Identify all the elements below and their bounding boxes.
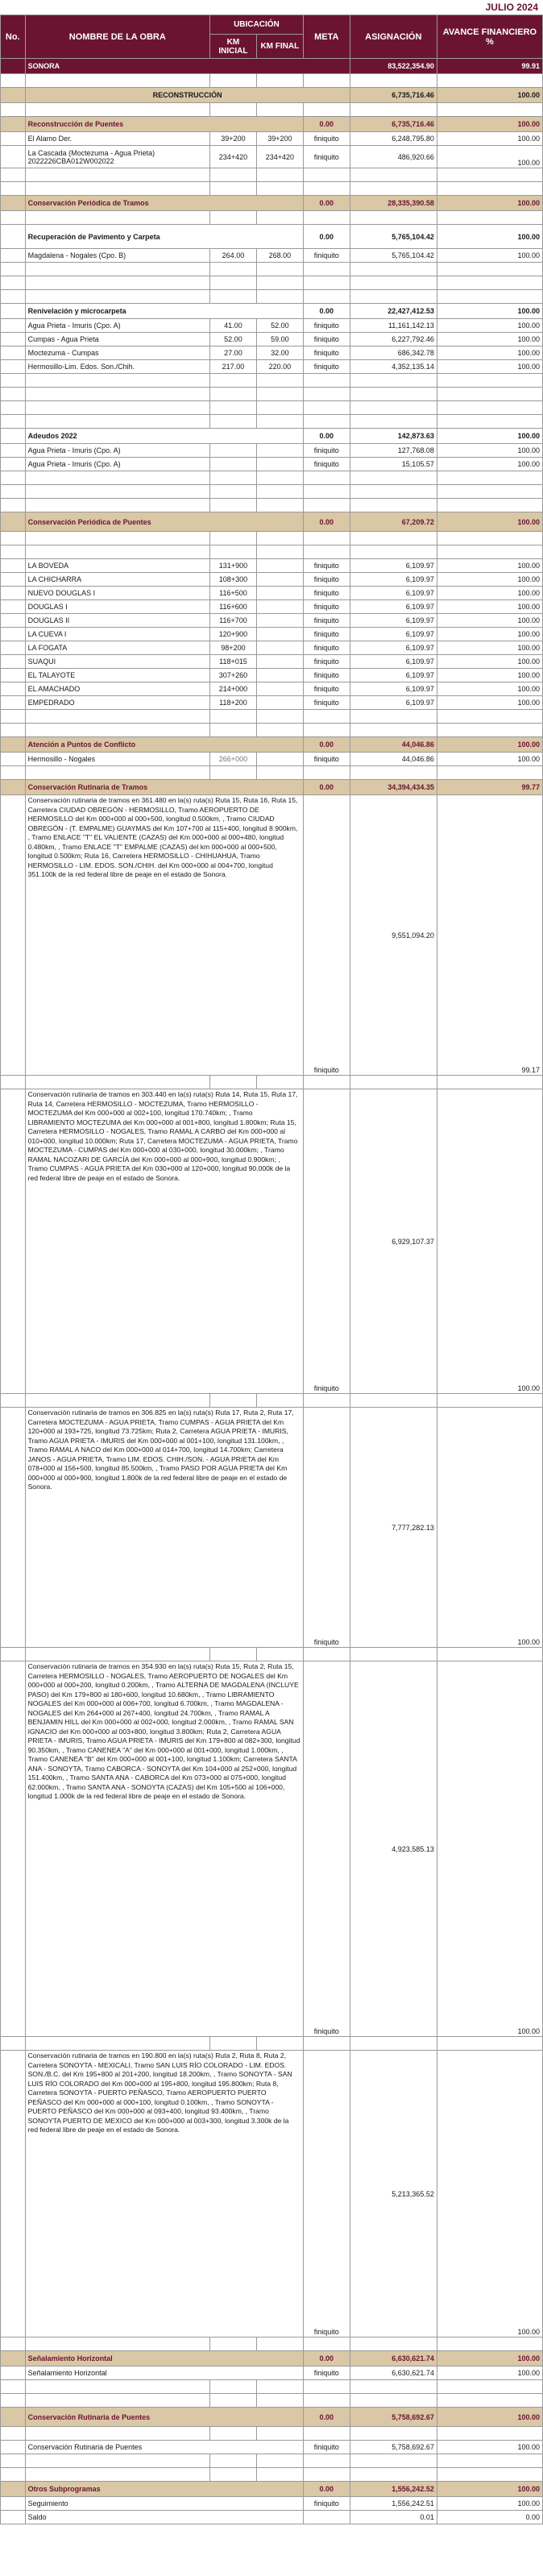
section-asignacion: 1,556,242.52 [350, 2482, 437, 2497]
table-row [1, 696, 543, 710]
item-name: Hermosillo - Nogales [25, 753, 209, 766]
item-asignacion: 6,248,795.80 [350, 132, 437, 146]
item-name: Seguimiento [25, 2497, 303, 2511]
item-meta: finiquito [303, 669, 350, 682]
item-km-inicial: 307+260 [210, 669, 257, 682]
section-meta: 0.00 [303, 2408, 350, 2427]
table-row [1, 795, 543, 1076]
item-avance: 100.00 [437, 146, 542, 168]
col-meta: META [303, 15, 350, 59]
section-avance: 100.00 [437, 512, 542, 532]
item-asignacion: 6,109.97 [350, 559, 437, 573]
item-avance: 100.00 [437, 628, 542, 641]
item-asignacion: 6,109.97 [350, 573, 437, 587]
table-row [1, 600, 543, 614]
table-row [1, 2051, 543, 2337]
item-avance: 100.00 [437, 696, 542, 710]
item-asignacion: 15,105.57 [350, 458, 437, 471]
item-avance: 100.00 [437, 249, 542, 263]
section-asignacion: 34,394,434.35 [350, 780, 437, 795]
item-asignacion: 5,765,104.42 [350, 249, 437, 263]
section-row [1, 2482, 543, 2497]
item-km-inicial: 108+300 [210, 573, 257, 587]
item-name: Agua Prieta - Imuris (Cpo. A) [25, 458, 209, 471]
section-meta: 0.00 [303, 2482, 350, 2497]
item-meta [303, 2511, 350, 2524]
item-meta: finiquito [303, 346, 350, 360]
item-km-inicial: 234+420 [210, 146, 257, 168]
item-meta: finiquito [303, 614, 350, 628]
table-row [1, 319, 543, 333]
item-meta: finiquito [303, 360, 350, 374]
col-asignacion: ASIGNACIÓN [350, 15, 437, 59]
col-km-inicial: KM INICIAL [210, 35, 257, 59]
item-km-inicial: 52.00 [210, 333, 257, 346]
item-meta: finiquito [303, 600, 350, 614]
item-asignacion: 0.01 [350, 2511, 437, 2524]
item-asignacion: 6,109.97 [350, 614, 437, 628]
section-title: Otros Subprogramas [25, 2482, 303, 2497]
item-km-inicial: 214+000 [210, 682, 257, 696]
table-row [1, 146, 543, 168]
item-km-final [256, 444, 303, 458]
section-avance: 100.00 [437, 2351, 542, 2367]
item-meta: finiquito [303, 458, 350, 471]
item-name: La Cascada (Moctezuma - Agua Prieta) 2022226CBA012W002022 [25, 146, 209, 168]
item-avance: 100.00 [437, 319, 542, 333]
state-asignacion: 83,522,354.90 [350, 59, 437, 74]
item-meta: finiquito [303, 132, 350, 146]
item-asignacion: 4,923,585.13 [350, 1661, 437, 2037]
section-row [1, 196, 543, 211]
item-meta: finiquito [303, 795, 350, 1076]
item-asignacion: 6,630,621.74 [350, 2367, 437, 2380]
section-meta: 0.00 [303, 2351, 350, 2367]
group-title: Recuperación de Pavimento y Carpeta [25, 225, 303, 249]
section-title: Reconstrucción de Puentes [25, 117, 303, 132]
item-name: LA CHICHARRA [25, 573, 209, 587]
item-asignacion: 6,227,792.46 [350, 333, 437, 346]
program-title: RECONSTRUCCIÓN [25, 88, 350, 103]
item-name: SUAQUI [25, 655, 209, 669]
item-avance: 100.00 [437, 458, 542, 471]
item-description: Conservación rutinaria de tramos en 190.800 en la(s) ruta(s) Ruta 2, Ruta 8, Ruta 2, Carretera SONOYTA - MEXICALI, Tramo SAN LUIS RÍO COLORADO - LIM. EDOS. SON./B.C. del Km 195+800 al 201+200, longitud 18.200km, , Tramo SONOYTA - SAN LUIS RÍO COLORADO del Km 000+000 al 195+800, longitud 195.800km; Ruta 8, Carretera SONOYTA - PUERTO PEÑASCO, Tramo AEROPUERTO PUERTO PEÑASCO del Km 000+000 al 000+100, longitud 0.100km, , Tramo SONOYTA - PUERTO PEÑASCO del Km 000+000 al 093+400, longitud 93.400km, , Tramo SONOYTA PUERTO DE MEXICO del Km 000+000 al 003+300, longitud 3.300k de la red federal libre de peaje en el estado de Sonora. [25, 2051, 303, 2337]
item-avance: 100.00 [437, 753, 542, 766]
table-row [1, 682, 543, 696]
item-meta: finiquito [303, 2367, 350, 2380]
item-meta: finiquito [303, 655, 350, 669]
group-row [1, 225, 543, 249]
item-avance: 100.00 [437, 682, 542, 696]
section-avance: 100.00 [437, 2482, 542, 2497]
table-row [1, 1408, 543, 1648]
item-km-final: 32.00 [256, 346, 303, 360]
item-name: EMPEDRADO [25, 696, 209, 710]
item-meta: finiquito [303, 249, 350, 263]
item-asignacion: 486,920.66 [350, 146, 437, 168]
item-asignacion: 6,929,107.37 [350, 1089, 437, 1394]
table-row [1, 669, 543, 682]
item-km-inicial: 131+900 [210, 559, 257, 573]
item-avance: 100.00 [437, 655, 542, 669]
group-avance: 100.00 [437, 225, 542, 249]
program-avance: 100.00 [437, 88, 542, 103]
report-month: JULIO 2024 [485, 2, 538, 13]
item-km-final: 268.00 [256, 249, 303, 263]
item-asignacion: 6,109.97 [350, 696, 437, 710]
section-meta: 0.00 [303, 117, 350, 132]
item-name: LA FOGATA [25, 641, 209, 655]
item-km-inicial: 120+900 [210, 628, 257, 641]
item-km-inicial: 118+200 [210, 696, 257, 710]
item-asignacion: 6,109.97 [350, 641, 437, 655]
program-row-reconstruccion [1, 88, 543, 103]
item-name: DOUGLAS II [25, 614, 209, 628]
section-row [1, 2408, 543, 2427]
item-meta: finiquito [303, 444, 350, 458]
state-name: SONORA [25, 59, 350, 74]
item-name: EL TALAYOTE [25, 669, 209, 682]
item-avance: 100.00 [437, 2441, 542, 2454]
item-meta: finiquito [303, 1408, 350, 1648]
item-name: LA CUEVA I [25, 628, 209, 641]
item-name: Señalamiento Horizontal [25, 2367, 303, 2380]
group-row [1, 429, 543, 444]
item-avance: 100.00 [437, 587, 542, 600]
table-row [1, 360, 543, 374]
item-km-inicial: 116+600 [210, 600, 257, 614]
item-asignacion: 686,342.78 [350, 346, 437, 360]
group-avance: 100.00 [437, 429, 542, 444]
table-row [1, 2367, 543, 2380]
item-asignacion: 6,109.97 [350, 587, 437, 600]
item-meta: finiquito [303, 696, 350, 710]
table-row [1, 587, 543, 600]
item-asignacion: 6,109.97 [350, 669, 437, 682]
item-avance: 99.17 [437, 795, 542, 1076]
section-avance: 100.00 [437, 196, 542, 211]
group-title: Adeudos 2022 [25, 429, 303, 444]
item-description: Conservación rutinaria de tramos en 306.825 en la(s) ruta(s) Ruta 17, Ruta 2, Ruta 17, Carretera MOCTEZUMA - AGUA PRIETA, Tramo CUMPAS - AGUA PRIETA del Km 120+000 al 193+725, longitud 73.725km; Ruta 2, Carretera AGUA PRIETA - IMURIS, Tramo AGUA PRIETA - IMURIS del Km 000+000 al 001+100, longitud 131.100km, , Tramo RAMAL A NACO del Km 000+000 al 014+700, longitud 14.700km; Carretera JANOS - AGUA PRIETA, Tramo LIM. EDOS. CHIH./SON. - AGUA PRIETA del Km 078+000 al 156+500, longitud 85.500km, , Tramo PASO POR AGUA PRIETA del Km 000+000 al 000+900, longitud 1.800k de la red federal libre de peaje en el estado de Sonora. [25, 1408, 303, 1648]
item-description: Conservación rutinaria de tramos en 354.930 en la(s) ruta(s) Ruta 15, Ruta 2, Ruta 15, Carretera HERMOSILLO - NOGALES, Tramo AEROPUERTO DE NOGALES del Km 000+000 al 000+200, longitud 0.200km, , Tramo ALTERNA DE MAGDALENA (INCLUYE PASO) del Km 179+800 al 180+600, longitud 10.680km, , Tramo LIBRAMIENTO NOGALES del Km 000+000 al 006+700, longitud 6.700km, , Tramo MAGDALENA - NOGALES del Km 264+000 al 267+400, longitud 24.700km, , Tramo RAMAL A BENJAMIN HILL del Km 000+000 al 002+000, longitud 2.000km, , Tramo RAMAL SAN IGNACIO del Km 000+000 al 003+800, longitud 3.800km; Ruta 2, Carretera AGUA PRIETA - IMURIS, Tramo AGUA PRIETA - IMURIS del Km 179+800 al 082+300, longitud 90.350km, , Tramo CANENEA "A" del Km 000+000 al 001+000, longitud 1.000km, , Tramo CANENEA "B" del Km 000+000 al 001+100, longitud 1.100km; Carretera SANTA ANA - SONOYTA, Tramo CABORCA - SONOYTA del Km 104+000 al 252+000, longitud 151.400km, , Tramo SANTA ANA - CABORCA del Km 073+000 al 075+000, longitud 62.000km, , Tramo SANTA ANA - SONOYTA (CAZAS) del Km 105+500 al 106+000, longitud 1.000k de la red federal libre de peaje en el estado de Sonora. [25, 1661, 303, 2037]
item-km-inicial: 118+015 [210, 655, 257, 669]
section-row [1, 117, 543, 132]
group-row [1, 304, 543, 319]
item-asignacion: 6,109.97 [350, 628, 437, 641]
item-km-inicial: 98+200 [210, 641, 257, 655]
item-name: Moctezuma - Cumpas [25, 346, 209, 360]
item-name: DOUGLAS I [25, 600, 209, 614]
item-name: LA BOVEDA [25, 559, 209, 573]
item-meta: finiquito [303, 319, 350, 333]
item-km-inicial: 39+200 [210, 132, 257, 146]
item-meta: finiquito [303, 2497, 350, 2511]
table-row [1, 1089, 543, 1394]
section-avance: 100.00 [437, 117, 542, 132]
section-asignacion: 67,209.72 [350, 512, 437, 532]
item-meta: finiquito [303, 573, 350, 587]
item-avance: 100.00 [437, 360, 542, 374]
table-row [1, 2497, 543, 2511]
item-avance: 100.00 [437, 1661, 542, 2037]
table-row [1, 2511, 543, 2524]
group-asignacion: 22,427,412.53 [350, 304, 437, 319]
item-avance: 100.00 [437, 2497, 542, 2511]
table-row [1, 132, 543, 146]
group-meta: 0.00 [303, 429, 350, 444]
item-avance: 100.00 [437, 559, 542, 573]
item-meta: finiquito [303, 641, 350, 655]
item-description: Conservación rutinaria de tramos en 303.440 en la(s) ruta(s) Ruta 14, Ruta 15, Ruta 17, Ruta 14, Carretera HERMOSILLO - MOCTEZUMA, Tramo HERMOSILLO - MOCTEZUMA del Km 000+000 al 002+100, longitud 170.740km; , Tramo LIBRAMIENTO MOCTEZUMA del Km 000+000 al 001+800, longitud 1.800km; Ruta 15, Carretera HERMOSILLO - NOGALES, Tramo RAMAL A CARBO del Km 000+000 al 010+000, longitud 10.000km; Ruta 17, Carretera MOCTEZUMA - AGUA PRIETA, Tramo MOCTEZUMA - CUMPAS del Km 000+000 al 030+000, longitud 30.000km; , Tramo RAMAL NACOZARI DE GARCÍA del Km 000+000 al 000+900, longitud 0.900km; , Tramo CUMPAS - AGUA PRIETA del Km 030+000 al 120+000, longitud 90.000k de la red federal libre de peaje en el estado de Sonora. [25, 1089, 303, 1394]
item-meta: finiquito [303, 1661, 350, 2037]
item-km-final: 59.00 [256, 333, 303, 346]
item-asignacion: 44,046.86 [350, 753, 437, 766]
table-row [1, 1661, 543, 2037]
item-meta: finiquito [303, 1089, 350, 1394]
item-name: Saldo [25, 2511, 303, 2524]
group-asignacion: 142,873.63 [350, 429, 437, 444]
col-km-final: KM FINAL [256, 35, 303, 59]
item-name: Conservación Rutinaria de Puentes [25, 2441, 303, 2454]
section-row [1, 512, 543, 532]
section-row [1, 780, 543, 795]
item-name: El Alamo Der. [25, 132, 209, 146]
item-asignacion: 7,777,282.13 [350, 1408, 437, 1648]
item-name: Magdalena - Nogales (Cpo. B) [25, 249, 209, 263]
item-km-inicial: 266+000 [210, 753, 257, 766]
section-meta: 0.00 [303, 512, 350, 532]
item-asignacion: 1,556,242.51 [350, 2497, 437, 2511]
section-avance: 100.00 [437, 2408, 542, 2427]
section-avance: 100.00 [437, 737, 542, 753]
section-row [1, 737, 543, 753]
section-title: Atención a Puntos de Conflicto [25, 737, 303, 753]
item-avance: 100.00 [437, 132, 542, 146]
item-name: NUEVO DOUGLAS I [25, 587, 209, 600]
table-row [1, 753, 543, 766]
item-name: EL AMACHADO [25, 682, 209, 696]
item-avance: 0.00 [437, 2511, 542, 2524]
table-row [1, 333, 543, 346]
section-asignacion: 44,046.86 [350, 737, 437, 753]
item-km-final [256, 458, 303, 471]
group-title: Renivelación y microcarpeta [25, 304, 303, 319]
item-meta: finiquito [303, 146, 350, 168]
section-title: Señalamiento Horizontal [25, 2351, 303, 2367]
item-km-inicial: 217.00 [210, 360, 257, 374]
item-avance: 100.00 [437, 669, 542, 682]
table-row [1, 2441, 543, 2454]
item-description: Conservación rutinaria de tramos en 361.480 en la(s) ruta(s) Ruta 15, Ruta 16, Ruta 15, Carretera CIUDAD OBREGÓN - HERMOSILLO, Tramo AEROPUERTO DE HERMOSILLO del Km 000+000 al 000+500, longitud 0.500km, , Tramo CIUDAD OBREGÓN - (T. EMPALME) GUAYMAS del Km 107+700 al 115+400, longitud 8.900km, , Tramo ENLACE "T" EL VALIENTE (CAZAS) del Km 000+000 al 000+480, longitud 0.480km, , Tramo ENLACE "T" EMPALME (CAZAS) del km 000+000 al 000+500, longitud 0.500km; Ruta 16, Carretera HERMOSILLO - CHIHUAHUA, Tramo HERMOSILLO - LIM. EDOS. SON./CHIH. del Km 000+000 al 004+700, longitud 351.100k de la red federal libre de peaje en el estado de Sonora. [25, 795, 303, 1076]
table-row [1, 249, 543, 263]
section-asignacion: 6,630,621.74 [350, 2351, 437, 2367]
item-km-inicial: 41.00 [210, 319, 257, 333]
item-km-final: 220.00 [256, 360, 303, 374]
item-meta: finiquito [303, 682, 350, 696]
item-avance: 100.00 [437, 2367, 542, 2380]
works-table [0, 15, 543, 2524]
section-title: Conservación Periódica de Tramos [25, 196, 303, 211]
col-ubicacion: UBICACIÓN [210, 15, 304, 35]
item-meta: finiquito [303, 753, 350, 766]
item-asignacion: 5,213,365.52 [350, 2051, 437, 2337]
table-row [1, 573, 543, 587]
item-avance: 100.00 [437, 573, 542, 587]
item-avance: 100.00 [437, 614, 542, 628]
item-avance: 100.00 [437, 1089, 542, 1394]
item-km-inicial: 27.00 [210, 346, 257, 360]
table-row [1, 444, 543, 458]
item-avance: 100.00 [437, 641, 542, 655]
col-no: No. [1, 15, 26, 59]
group-asignacion: 5,765,104.42 [350, 225, 437, 249]
group-meta: 0.00 [303, 304, 350, 319]
item-name: Hermosillo-Lim. Edos. Son./Chih. [25, 360, 209, 374]
table-row [1, 628, 543, 641]
table-row [1, 641, 543, 655]
puentes-list [1, 559, 543, 710]
item-asignacion: 9,551,094.20 [350, 795, 437, 1076]
program-asignacion: 6,735,716.46 [350, 88, 437, 103]
section-meta: 0.00 [303, 196, 350, 211]
item-km-final: 39+200 [256, 132, 303, 146]
table-row [1, 614, 543, 628]
item-asignacion: 127,768.08 [350, 444, 437, 458]
col-name: NOMBRE DE LA OBRA [25, 15, 209, 59]
table-header [1, 15, 543, 59]
item-name: Agua Prieta - Imuris (Cpo. A) [25, 319, 209, 333]
item-meta: finiquito [303, 333, 350, 346]
item-asignacion: 6,109.97 [350, 600, 437, 614]
item-meta: finiquito [303, 628, 350, 641]
section-asignacion: 6,735,716.46 [350, 117, 437, 132]
group-meta: 0.00 [303, 225, 350, 249]
col-avance: AVANCE FINANCIERO % [437, 15, 542, 59]
section-asignacion: 5,758,692.67 [350, 2408, 437, 2427]
item-km-inicial [210, 458, 257, 471]
section-avance: 99.77 [437, 780, 542, 795]
item-asignacion: 5,758,692.67 [350, 2441, 437, 2454]
table-row [1, 655, 543, 669]
item-km-inicial: 264.00 [210, 249, 257, 263]
table-row [1, 458, 543, 471]
item-meta: finiquito [303, 559, 350, 573]
item-asignacion: 4,352,135.14 [350, 360, 437, 374]
item-meta: finiquito [303, 2051, 350, 2337]
item-avance: 100.00 [437, 600, 542, 614]
table-row [1, 559, 543, 573]
item-km-final: 234+420 [256, 146, 303, 168]
item-km-final: 52.00 [256, 319, 303, 333]
item-avance: 100.00 [437, 2051, 542, 2337]
section-title: Conservación Rutinaria de Tramos [25, 780, 303, 795]
item-meta: finiquito [303, 2441, 350, 2454]
section-asignacion: 28,335,390.58 [350, 196, 437, 211]
item-asignacion: 11,161,142.13 [350, 319, 437, 333]
section-title: Conservación Periódica de Puentes [25, 512, 303, 532]
section-title: Conservación Rutinaria de Puentes [25, 2408, 303, 2427]
item-km-inicial: 116+500 [210, 587, 257, 600]
item-avance: 100.00 [437, 333, 542, 346]
item-km-inicial: 116+700 [210, 614, 257, 628]
table-row [1, 346, 543, 360]
state-avance: 99.91 [437, 59, 542, 74]
item-avance: 100.00 [437, 346, 542, 360]
item-avance: 100.00 [437, 444, 542, 458]
item-asignacion: 6,109.97 [350, 682, 437, 696]
item-name: Agua Prieta - Imuris (Cpo. A) [25, 444, 209, 458]
section-meta: 0.00 [303, 780, 350, 795]
section-meta: 0.00 [303, 737, 350, 753]
state-row [1, 59, 543, 74]
section-row [1, 2351, 543, 2367]
item-meta: finiquito [303, 587, 350, 600]
item-avance: 100.00 [437, 1408, 542, 1648]
item-asignacion: 6,109.97 [350, 655, 437, 669]
group-avance: 100.00 [437, 304, 542, 319]
item-km-inicial [210, 444, 257, 458]
item-name: Cumpas - Agua Prieta [25, 333, 209, 346]
